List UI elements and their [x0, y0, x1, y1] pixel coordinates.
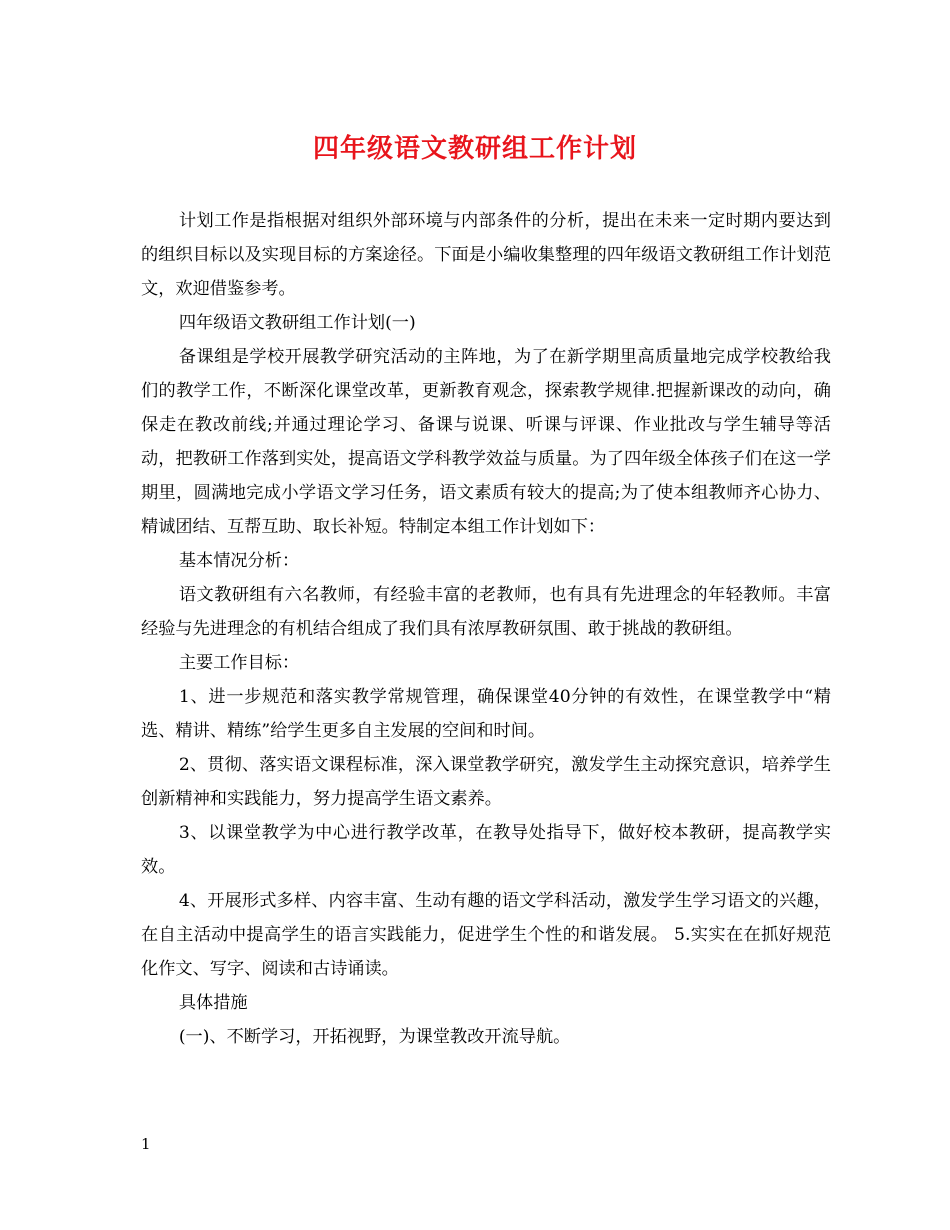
preparation-paragraph: 备课组是学校开展教学研究活动的主阵地，为了在新学期里高质量地完成学校教给我们的教学工作，不断深化课堂改革，更新教育观念，探索教学规律.把握新课改的动向，确保走在教改前线;并通过理论学习、备课与说课、听课与评课、作业批改与学生辅导等活动，把教研工作落到实处，提高语文学科教学效益与质量。为了四年级全体孩子们在这一学期里，圆满地完成小学语文学习任务，语文素质有较大的提高;为了使本组教师齐心协力、精诚团结、互帮互助、取长补短。特制定本组工作计划如下：: [141, 347, 831, 537]
goals-heading: 主要工作目标：: [178, 653, 300, 673]
page-number: 1: [141, 1135, 151, 1153]
situation-paragraph: 语文教研组有六名教师，有经验丰富的老教师，也有具有先进理念的年轻教师。丰富经验与先进理念的有机结合组成了我们具有浓厚教研氛围、敢于挑战的教研组。: [141, 585, 831, 639]
intro-paragraph: 计划工作是指根据对组织外部环境与内部条件的分析，提出在未来一定时期内要达到的组织目标以及实现目标的方案途径。下面是小编收集整理的四年级语文教研组工作计划范文，欢迎借鉴参考。: [141, 211, 831, 299]
goal-item-1: 1、进一步规范和落实教学常规管理，确保课堂40分钟的有效性，在课堂教学中“精选、精讲、精练”给学生更多自主发展的空间和时间。: [141, 687, 831, 741]
goal-item-2: 2、贯彻、落实语文课程标准，深入课堂教学研究，激发学生主动探究意识，培养学生创新精神和实践能力，努力提高学生语文素养。: [141, 755, 831, 809]
goal-item-3: 3、以课堂教学为中心进行教学改革，在教导处指导下，做好校本教研，提高教学实效。: [141, 823, 831, 877]
measures-heading: 具体措施: [178, 993, 248, 1013]
document-title: 四年级语文教研组工作计划: [312, 134, 637, 164]
situation-heading: 基本情况分析：: [178, 551, 300, 571]
goal-item-4: 4、开展形式多样、内容丰富、生动有趣的语文学科活动，激发学生学习语文的兴趣，在自主活动中提高学生的语言实践能力，促进学生个性的和谐发展。 5.实实在在抓好规范化作文、写字、阅读和古诗诵读。: [141, 891, 831, 979]
plan-heading: 四年级语文教研组工作计划(一): [178, 313, 416, 333]
document-body: [141, 204, 831, 1054]
measure-item-1: (一)、不断学习，开拓视野，为课堂教改开流导航。: [178, 1027, 571, 1047]
